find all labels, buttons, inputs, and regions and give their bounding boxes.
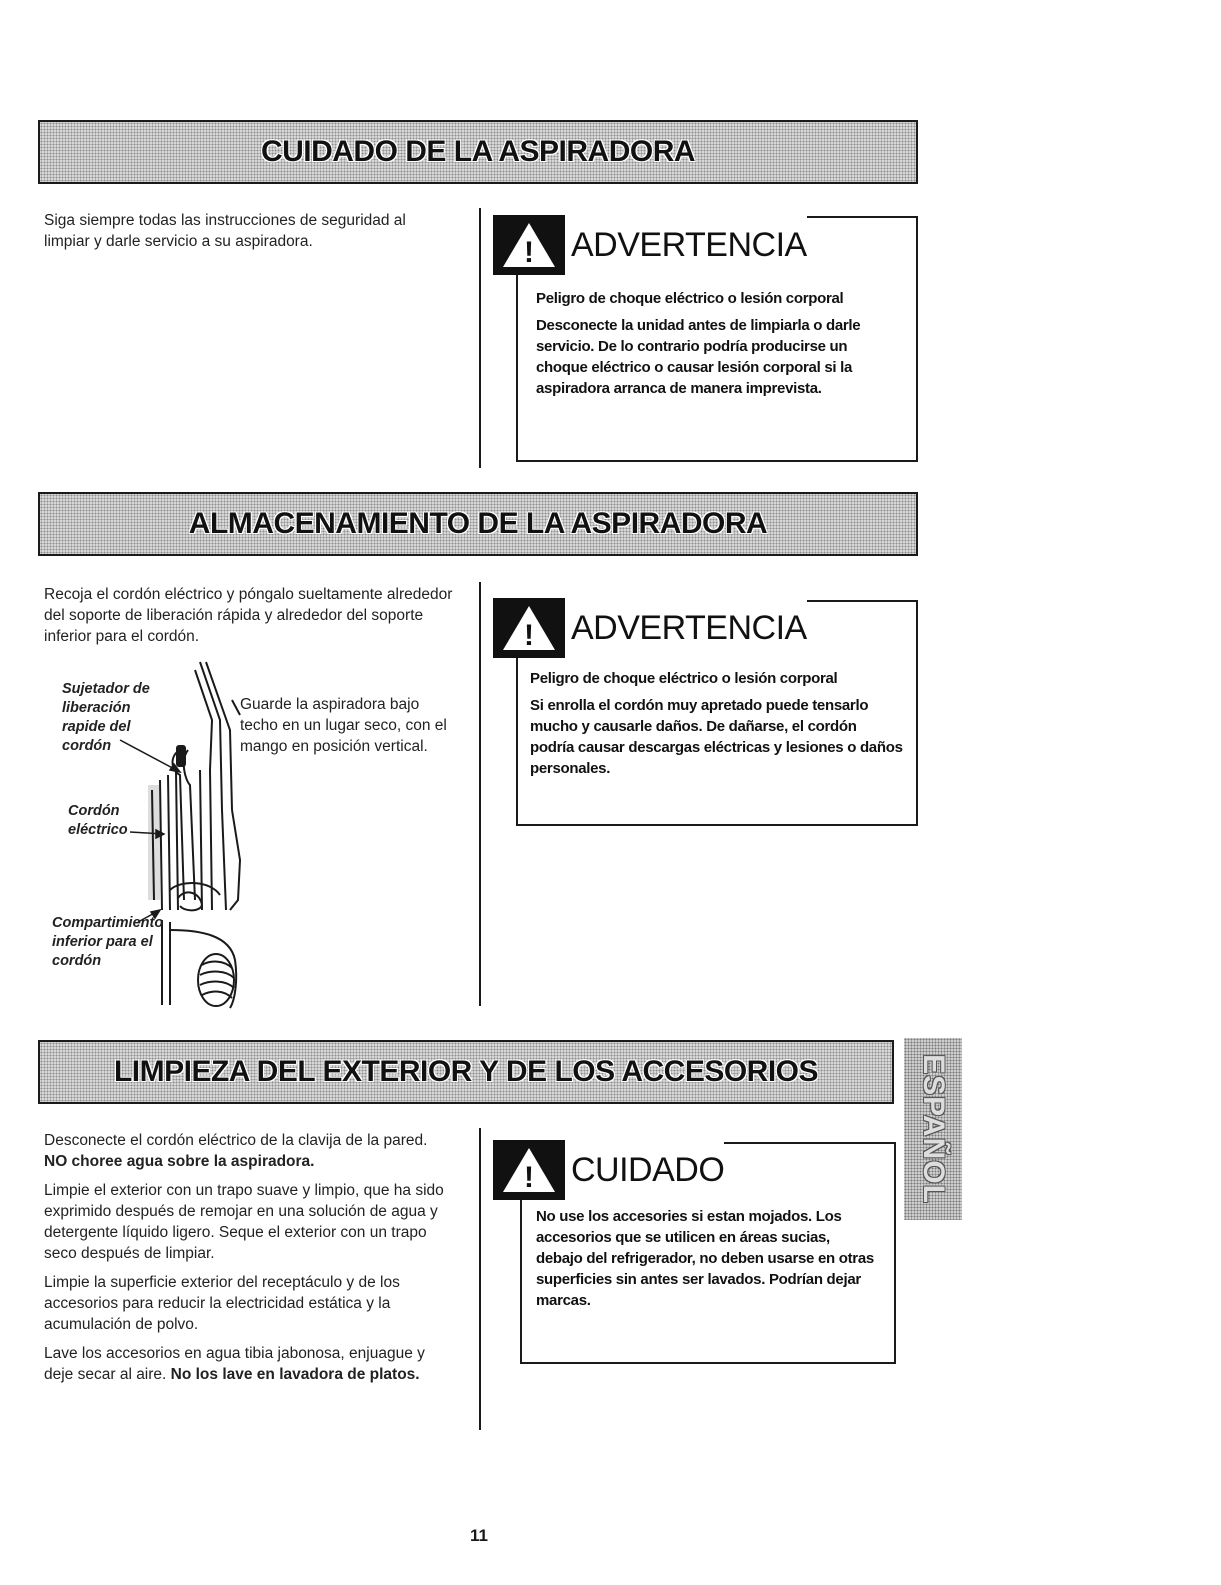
warning-hazard-storage: Peligro de choque eléctrico o lesión corporal: [530, 670, 838, 687]
label-power-cord: [68, 802, 134, 840]
cleaning-p1-bold: NO choree agua sobre la aspiradora.: [44, 1153, 315, 1170]
section-title-care: CUIDADO DE LA ASPIRADORA: [260, 135, 696, 168]
svg-text:!: !: [524, 619, 534, 652]
column-divider: [479, 582, 481, 1006]
svg-text:!: !: [524, 236, 534, 269]
warning-body-storage: [530, 668, 904, 785]
warning-text-storage: Si enrolla el cordón muy apretado puede tensarlo mucho y causarle daños. De dañarse, el cordón podría causar descargas eléctricas y lesiones o daños personales.: [530, 697, 903, 777]
label-lower-cord-compartment: [52, 914, 164, 971]
storage-intro-text: Recoja el cordón eléctrico y póngalo sueltamente alrededor del soporte de liberación rápida y alrededor del soporte inferior para el cordón.: [44, 586, 453, 645]
column-divider: [479, 1128, 481, 1430]
caution-heading-cleaning: CUIDADO: [571, 1150, 725, 1189]
cleaning-p3: Limpie la superficie exterior del receptáculo y de los accesorios para reducir la electricidad estática y la acumulación de polvo.: [44, 1274, 400, 1333]
storage-store-text: Guarde la aspiradora bajo techo en un lugar seco, con el mango en posición vertical.: [240, 696, 447, 755]
page-number: 11: [470, 1526, 488, 1545]
storage-instructions: [240, 694, 455, 765]
column-divider: [479, 208, 481, 468]
storage-intro: [44, 584, 454, 655]
warning-hazard-care: Peligro de choque eléctrico o lesión corporal: [536, 290, 844, 307]
care-intro-text: Siga siempre todas las instrucciones de seguridad al limpiar y darle servicio a su aspiradora.: [44, 212, 406, 250]
warning-header-storage: [493, 598, 807, 658]
caution-body-cleaning: [536, 1206, 876, 1317]
cleaning-p2: Limpie el exterior con un trapo suave y limpio, que ha sido exprimido después de remojar en una solución de agua y detergente líquido ligero. Seque el exterior con un trapo seco después de limpiar.: [44, 1182, 444, 1262]
label-cord-text: Cordón eléctrico: [68, 803, 128, 838]
cleaning-p1: [44, 1130, 454, 1172]
warning-heading-storage: ADVERTENCIA: [571, 608, 807, 647]
cleaning-p1-text: Desconecte el cordón eléctrico de la clavija de la pared.: [44, 1132, 428, 1149]
section-title-storage: ALMACENAMIENTO DE LA ASPIRADORA: [188, 507, 768, 540]
caution-text-cleaning: No use los accesories si estan mojados. Los accesorios que se utilicen en áreas sucias, debajo del refrigerador, no deben usarse en otras superficies sin antes ser lavados. Podrían dejar marcas.: [536, 1208, 874, 1309]
warning-header-care: [493, 215, 807, 275]
care-intro: [44, 210, 444, 260]
warning-heading-care: ADVERTENCIA: [571, 225, 807, 264]
warning-triangle-icon: [493, 215, 565, 275]
label-hook-text: Sujetador de liberación rapide del cordón: [62, 681, 150, 754]
warning-triangle-icon: [493, 598, 565, 658]
section-banner-storage: [38, 492, 918, 556]
label-quick-release-hook: [62, 680, 172, 756]
section-title-cleaning: LIMPIEZA DEL EXTERIOR Y DE LOS ACCESORIOS: [113, 1055, 819, 1088]
warning-text-care: Desconecte la unidad antes de limpiarla o darle servicio. De lo contrario podría producirse un choque eléctrico o causar lesión corporal si la aspiradora arranca de manera imprevista.: [536, 317, 861, 397]
language-tab-label: ESPAÑOL: [917, 1054, 951, 1204]
cleaning-instructions: [44, 1130, 454, 1393]
warning-triangle-icon: [493, 1140, 565, 1200]
cleaning-p4: [44, 1343, 454, 1385]
language-tab: [904, 1038, 962, 1220]
section-banner-cleaning: [38, 1040, 894, 1104]
cleaning-p4-text: Lave los accesorios en agua tibia jabonosa, enjuague y deje secar al aire.: [44, 1345, 425, 1383]
section-banner-care: [38, 120, 918, 184]
cleaning-p4-bold: No los lave en lavadora de platos.: [170, 1366, 420, 1383]
svg-text:!: !: [524, 1161, 534, 1194]
caution-header-cleaning: [493, 1140, 724, 1200]
label-compartment-text: Compartimiento inferior para el cordón: [52, 915, 164, 969]
warning-body-care: [536, 288, 896, 405]
